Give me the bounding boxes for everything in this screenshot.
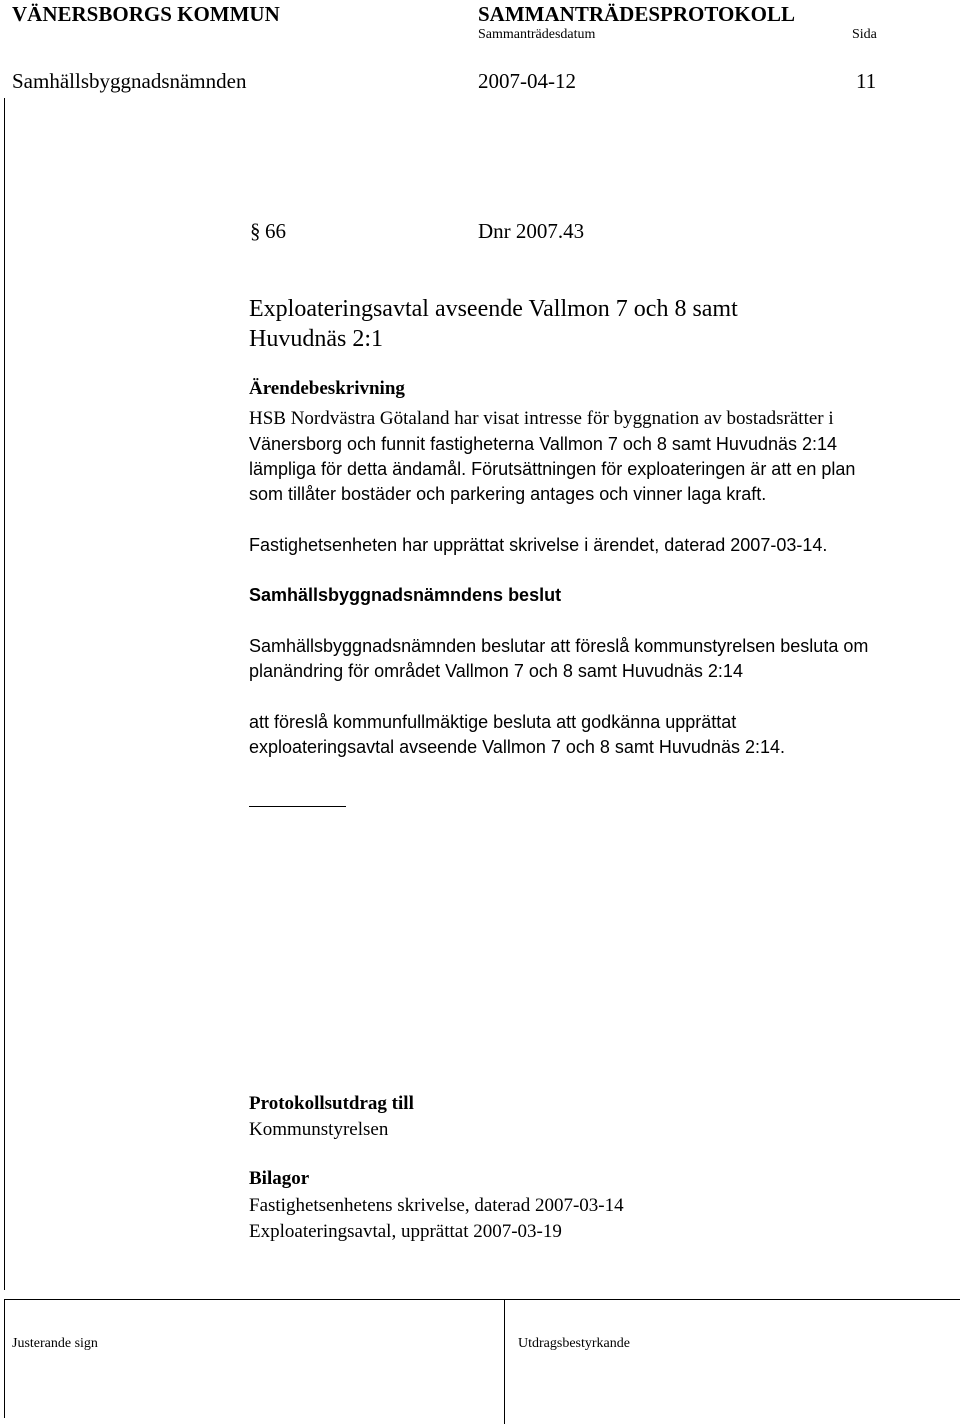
section-separator — [249, 806, 346, 807]
attachment-item-1: Fastighetsenhetens skrivelse, daterad 2007-03-14 — [249, 1195, 624, 1216]
footer-top-rule — [4, 1299, 960, 1300]
certified-extract-label: Utdragsbestyrkande — [518, 1336, 630, 1351]
distribution-recipient: Kommunstyrelsen — [249, 1119, 389, 1140]
meeting-date-label: Sammanträdesdatum — [478, 27, 596, 42]
decision-paragraph-1-line-1: Samhällsbyggnadsnämnden beslutar att föreslå kommunstyrelsen besluta om — [249, 636, 869, 656]
decision-paragraph-2-line-2: exploateringsavtal avseende Vallmon 7 och 8 samt Huvudnäs 2:14. — [249, 737, 785, 757]
description-line-5: Fastighetsenheten har upprättat skrivelse i ärendet, daterad 2007-03-14. — [249, 535, 828, 555]
description-line-3: lämpliga för detta ändamål. Förutsättningen för exploateringen är att en plan — [249, 459, 856, 479]
page-label: Sida — [852, 27, 877, 42]
description-line-4: som tillåter bostäder och parkering antages och vinner laga kraft. — [249, 484, 767, 504]
adjuster-signature-label: Justerande sign — [12, 1336, 98, 1351]
document-type: SAMMANTRÄDESPROTOKOLL — [478, 2, 795, 26]
footer-divider — [504, 1300, 505, 1424]
attachments-heading: Bilagor — [249, 1168, 310, 1189]
meeting-date: 2007-04-12 — [478, 69, 576, 93]
section-symbol: § — [250, 219, 261, 243]
left-margin-rule — [4, 98, 5, 1290]
decision-paragraph-2-line-1: att föreslå kommunfullmäktige besluta att godkänna upprättat — [249, 712, 737, 732]
municipality-name: VÄNERSBORGS KOMMUN — [12, 2, 280, 26]
case-title-line-1: Exploateringsavtal avseende Vallmon 7 och 8 samt — [249, 296, 738, 322]
decision-paragraph-1-line-2: planändring för området Vallmon 7 och 8 samt Huvudnäs 2:14 — [249, 661, 743, 681]
section-number: 66 — [265, 219, 286, 243]
description-line-1: HSB Nordvästra Götaland har visat intresse för byggnation av bostadsrätter i — [249, 408, 834, 429]
decision-heading: Samhällsbyggnadsnämndens beslut — [249, 585, 562, 605]
attachment-item-2: Exploateringsavtal, upprättat 2007-03-19 — [249, 1221, 562, 1242]
page-number: 11 — [856, 69, 877, 93]
footer-left-rule — [4, 1300, 5, 1418]
diary-number: Dnr 2007.43 — [478, 219, 585, 243]
description-line-2: Vänersborg och funnit fastigheterna Vallmon 7 och 8 samt Huvudnäs 2:14 — [249, 434, 838, 454]
distribution-heading: Protokollsutdrag till — [249, 1093, 414, 1114]
committee-name: Samhällsbyggnadsnämnden — [12, 69, 247, 93]
case-title-line-2: Huvudnäs 2:1 — [249, 326, 383, 352]
description-heading: Ärendebeskrivning — [249, 378, 405, 399]
